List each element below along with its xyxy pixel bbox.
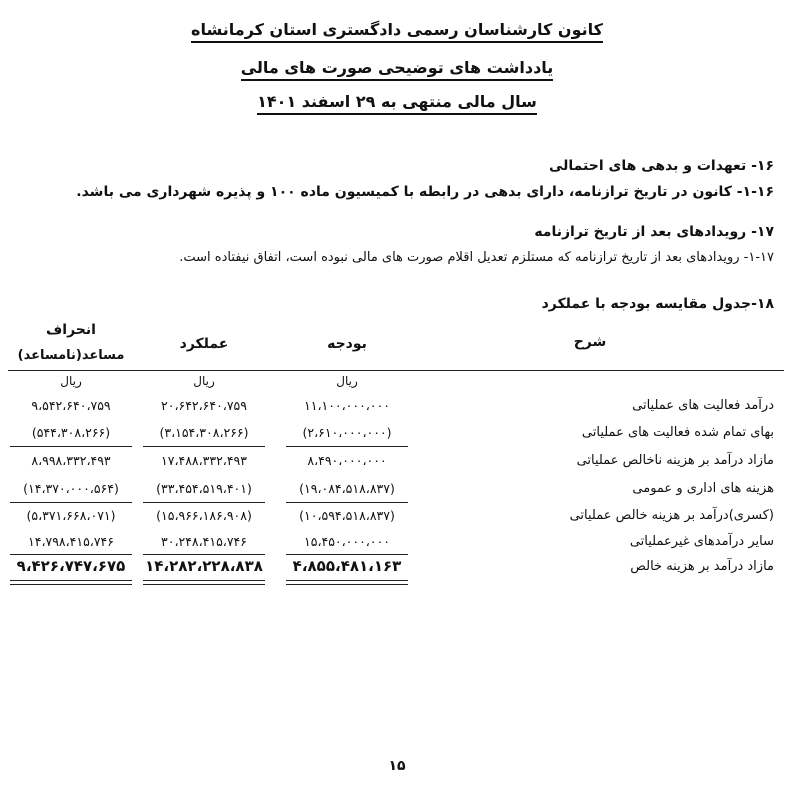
cell-actual: ۱۷،۴۸۸،۳۳۲،۴۹۳: [161, 453, 247, 468]
cell-deviation: ۹،۵۴۲،۶۴۰،۷۵۹: [31, 398, 111, 413]
cell-deviation-total: ۹،۴۲۶،۷۴۷،۶۷۵: [16, 557, 126, 575]
header-org-name: کانون کارشناسان رسمی دادگستری استان کرمانشاه: [0, 20, 794, 39]
subtotal-rule-budget: [286, 502, 408, 503]
subtotal-rule-deviation: [10, 446, 132, 447]
cell-actual: ۲۰،۶۴۲،۶۴۰،۷۵۹: [161, 398, 247, 413]
unit-actual: ریال: [193, 374, 215, 388]
subtotal-rule-budget: [286, 554, 408, 555]
cell-budget: (۱۹،۰۸۴،۵۱۸،۸۳۷): [299, 481, 395, 496]
col-header-actual: عملکرد: [179, 336, 229, 352]
row-label: مازاد درآمد بر هزینه ناخالص عملیاتی: [576, 453, 774, 468]
cell-actual: (۳،۱۵۴،۳۰۸،۲۶۶): [159, 425, 249, 440]
cell-deviation: ۸،۹۹۸،۳۳۲،۴۹۳: [31, 453, 111, 468]
col-header-deviation-line2: مساعد(نامساعد): [17, 348, 125, 363]
cell-budget: (۱۰،۵۹۴،۵۱۸،۸۳۷): [299, 508, 395, 523]
cell-actual: ۳۰،۲۴۸،۴۱۵،۷۴۶: [161, 534, 247, 549]
cell-deviation: (۱۴،۳۷۰،۰۰۰،۵۶۴): [23, 481, 119, 496]
subtotal-rule-deviation: [10, 554, 132, 555]
subtotal-rule-budget: [286, 446, 408, 447]
total-double-rule-budget: [286, 580, 408, 585]
section-16-text: ۱-۱۶- کانون در تاریخ ترازنامه، دارای بدهی در رابطه با کمیسیون ماده ۱۰۰ و پذیره شهرداری می باشد.: [76, 184, 774, 200]
header-fiscal-year: سال مالی منتهی به ۲۹ اسفند ۱۴۰۱: [0, 92, 794, 111]
unit-budget: ریال: [336, 374, 358, 388]
cell-deviation: (۵،۳۷۱،۶۶۸،۰۷۱): [26, 508, 116, 523]
col-header-desc: شرح: [573, 334, 607, 350]
unit-deviation: ریال: [60, 374, 82, 388]
cell-budget: ۸،۴۹۰،۰۰۰،۰۰۰: [307, 453, 387, 468]
section-17-text: ۱-۱۷- رویدادهای بعد از تاریخ ترازنامه که مستلزم تعدیل اقلام صورت های مالی نبوده است، اتفاق نیفتاده است.: [179, 250, 774, 265]
cell-actual-total: ۱۴،۲۸۲،۲۲۸،۸۳۸: [145, 557, 263, 575]
row-label: بهای تمام شده فعالیت های عملیاتی: [581, 425, 774, 440]
row-label-total: مازاد درآمد بر هزینه خالص: [630, 559, 774, 574]
col-header-budget: بودجه: [327, 336, 367, 352]
table-header-rule: [8, 370, 784, 371]
cell-actual: (۱۵،۹۶۶،۱۸۶،۹۰۸): [156, 508, 252, 523]
total-double-rule-deviation: [10, 580, 132, 585]
subtotal-rule-actual: [143, 502, 265, 503]
subtotal-rule-actual: [143, 446, 265, 447]
cell-budget: (۲،۶۱۰،۰۰۰،۰۰۰): [302, 425, 392, 440]
section-17-title: ۱۷- رویدادهای بعد از تاریخ ترازنامه: [534, 224, 774, 240]
cell-budget: ۱۱،۱۰۰،۰۰۰،۰۰۰: [304, 398, 390, 413]
cell-deviation: (۵۴۴،۳۰۸،۲۶۶): [31, 425, 111, 440]
subtotal-rule-actual: [143, 554, 265, 555]
section-18-title: ۱۸-جدول مقایسه بودجه با عملکرد: [541, 296, 774, 312]
cell-deviation: ۱۴،۷۹۸،۴۱۵،۷۴۶: [28, 534, 114, 549]
row-label: هزینه های اداری و عمومی: [632, 481, 774, 496]
page-number: ۱۵: [388, 758, 406, 774]
total-double-rule-actual: [143, 580, 265, 585]
row-label: درآمد فعالیت های عملیاتی: [632, 398, 774, 413]
cell-actual: (۳۳،۴۵۴،۵۱۹،۴۰۱): [156, 481, 252, 496]
subtotal-rule-deviation: [10, 502, 132, 503]
cell-budget-total: ۴،۸۵۵،۴۸۱،۱۶۳: [292, 557, 402, 575]
row-label: سایر درآمدهای غیرعملیاتی: [629, 534, 774, 549]
col-header-deviation-line1: انحراف: [46, 322, 96, 338]
header-report-title: یادداشت های توضیحی صورت های مالی: [0, 58, 794, 77]
section-16-title: ۱۶- تعهدات و بدهی های احتمالی: [548, 158, 774, 174]
cell-budget: ۱۵،۴۵۰،۰۰۰،۰۰۰: [304, 534, 390, 549]
row-label: (کسری)درآمد بر هزینه خالص عملیاتی: [569, 508, 774, 523]
